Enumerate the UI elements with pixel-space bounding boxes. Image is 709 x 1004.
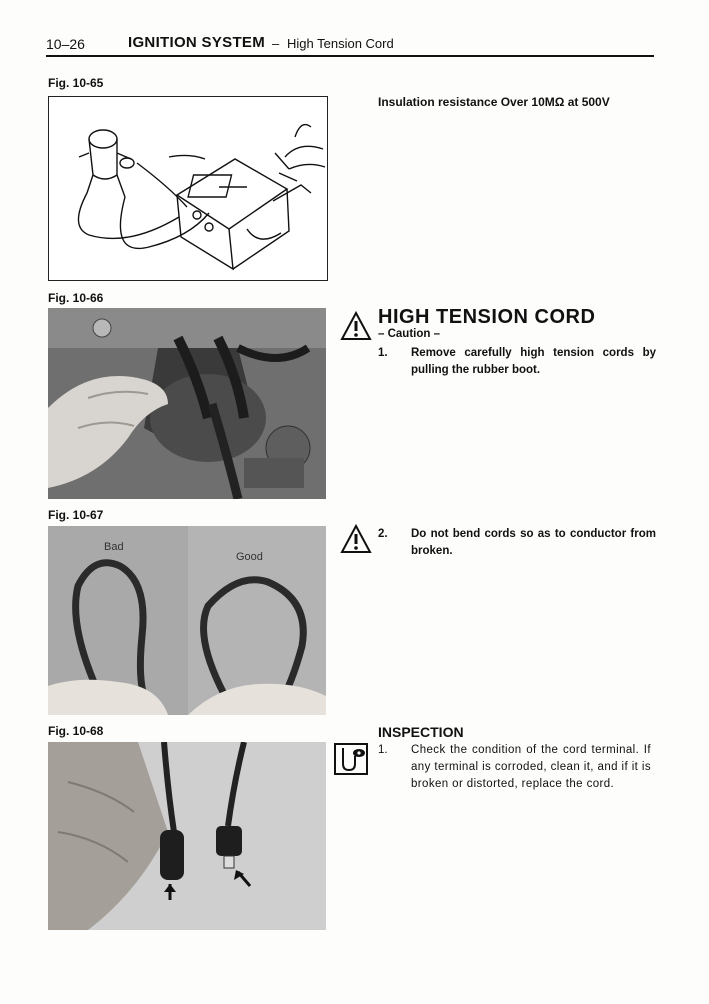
- item-text: Check the condition of the cord terminal. If any terminal is corroded, clean it, and if it is broken or distorted, replace the cord.: [411, 744, 651, 790]
- figure-label-10-68: Fig. 10-68: [48, 724, 104, 738]
- bad-label: Bad: [104, 541, 124, 553]
- subsection-heading: High Tension Cord: [287, 36, 394, 51]
- figure-megger-test-diagram: [48, 96, 328, 281]
- caution-triangle-icon: [340, 524, 372, 554]
- header-rule: [46, 55, 654, 57]
- page-number: 10–26: [46, 36, 85, 52]
- inspection-eye-icon: [333, 742, 369, 776]
- item-number: 1.: [378, 347, 388, 359]
- item-text: Do not bend cords so as to conductor from broken.: [411, 528, 656, 557]
- item-number: 2.: [378, 528, 388, 540]
- section-title: HIGH TENSION CORD: [378, 306, 596, 328]
- caution-heading: – Caution –: [378, 328, 440, 340]
- caution-item-1: [378, 345, 656, 385]
- header-separator: –: [272, 36, 280, 51]
- photo-removing-cords: [48, 308, 326, 499]
- caution-triangle-icon: [340, 311, 372, 341]
- figure-label-10-66: Fig. 10-66: [48, 291, 104, 305]
- photo-cord-terminals: [48, 742, 326, 930]
- good-label: Good: [236, 551, 263, 563]
- insulation-resistance-spec: Insulation resistance Over 10MΩ at 500V: [378, 95, 610, 109]
- section-heading: IGNITION SYSTEM: [128, 34, 266, 51]
- inspection-item-1: [378, 742, 656, 822]
- item-number: 1.: [378, 744, 388, 756]
- figure-label-10-65: Fig. 10-65: [48, 76, 104, 90]
- inspection-heading: INSPECTION: [378, 724, 464, 740]
- figure-label-10-67: Fig. 10-67: [48, 508, 104, 522]
- item-text: Remove carefully high tension cords by pulling the rubber boot.: [411, 347, 656, 376]
- caution-item-2: [378, 526, 656, 566]
- photo-bad-good-bend: [48, 526, 326, 715]
